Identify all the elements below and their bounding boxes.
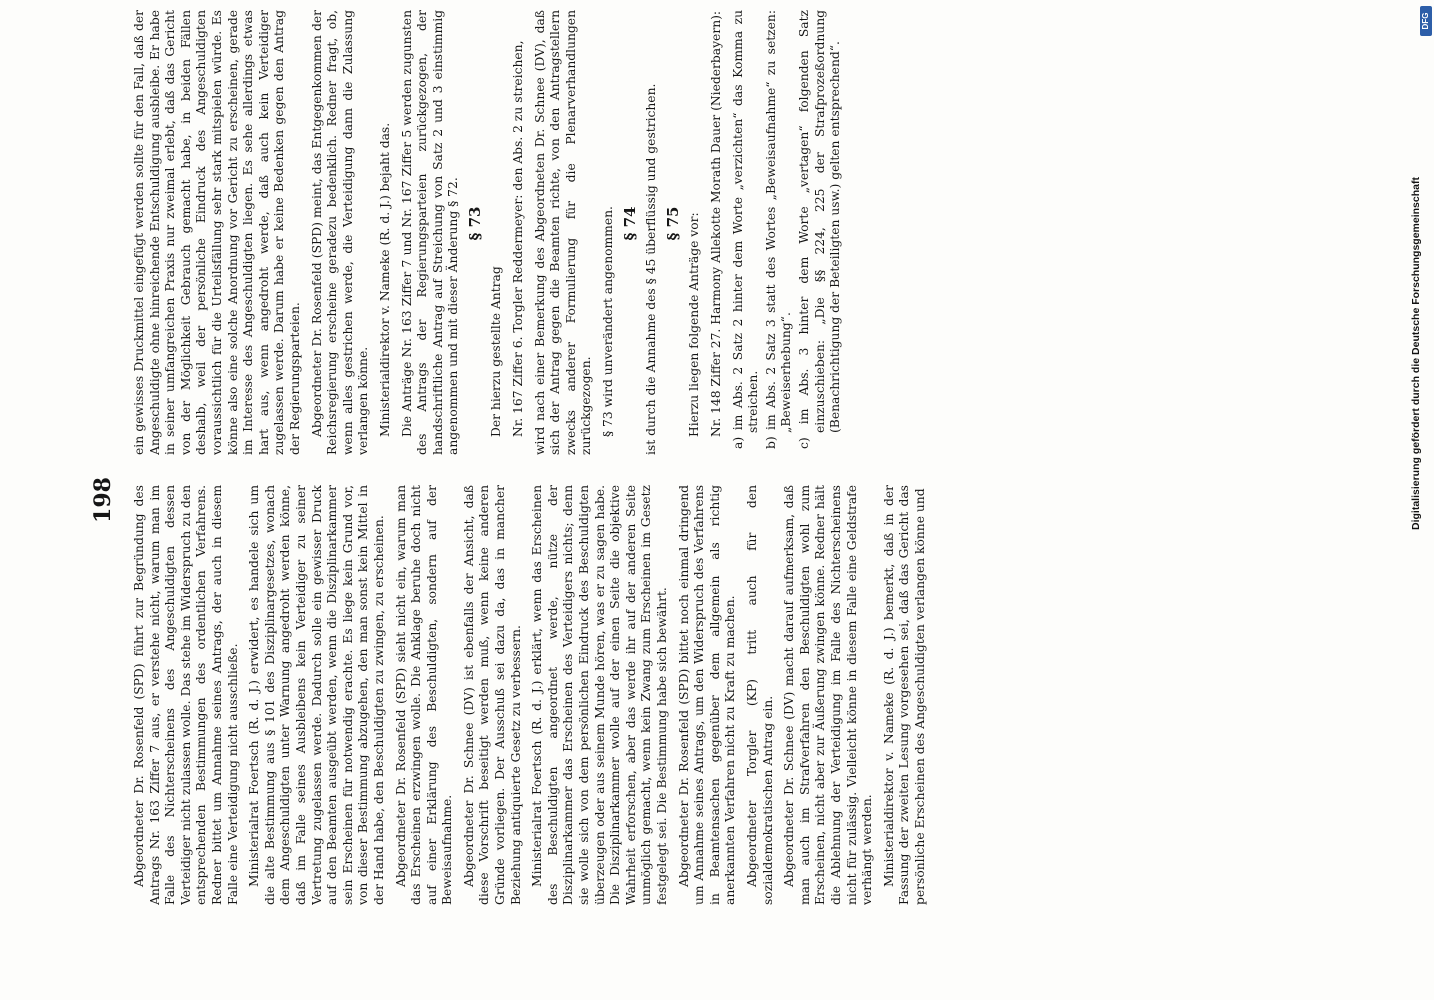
page-number: 198 <box>90 477 116 523</box>
amendment-list <box>731 10 844 455</box>
paragraph: Der hierzu gestellte Antrag <box>489 266 504 437</box>
paragraph: Abgeordneter Dr. Rosenfeld (SPD) bittet noch einmal dringend um Annahme seines Antrags, um den Widerspruch des Verfahrens in Beamtensachen gegenüber dem allgemein als richtig anerkannten Verfahren nicht zu Kraft zu machen. <box>676 485 738 905</box>
paragraph: Abgeordneter Dr. Schnee (DV) macht darauf aufmerksam, daß man auch im Strafverfahren den Beschuldigten wohl zum Erscheinen, nicht aber zur Äußerung zwingen könne. Redner hält die Ablehnung der Verteidigung im Falle des Nichterscheinens nicht für zulässig. Vielleicht könne in diesem Falle eine Geldstrafe verhängt werden. <box>782 485 875 905</box>
paragraph: Abgeordneter Dr. Schnee (DV) ist ebenfalls der Ansicht, daß diese Vorschrift beseitigt werden muß, wenn keine anderen Gründe vorliegen. Der Ausschuß sei dazu da, das in mancher Beziehung antiquierte Gesetz zu verbessern. <box>461 485 523 905</box>
paragraph: Ministerialrat Foertsch (R. d. J.) erklärt, wenn das Erscheinen des Beschuldigten angeordnet werde, nütze der Disziplinarkammer das Erscheinen des Verteidigers nichts; denn sie wolle sich von dem persönlichen Eindruck des Beschuldigten überzeugen oder aus seinem Munde hören, was er zu sagen habe. Die Disziplinarkammer wolle auf der einen Seite die objektive Wahrheit erforschen, aber das werde ihr auf der anderen Seite unmöglich gemacht, wenn kein Zwang zum Erscheinen im Gesetz festgelegt sei. Die Bestimmung habe sich bewährt. <box>530 485 669 905</box>
paragraph: ein gewisses Druckmittel eingefügt werden sollte für den Fall, daß der Angeschuldigte ohne hinreichende Entschuldigung ausbleibe. Er habe in seiner umfangreichen Praxis nur zweimal erlebt, daß das Gericht von der Möglichkeit Gebrauch gemacht habe, in beiden Fällen deshalb, weil der persönliche Eindruck des Angeschuldigten voraussichtlich für die Urteilsfällung sehr stark mitspielen würde. Es könne also eine solche Anordnung vor Gericht zu erscheinen, gerade im Interesse des Angeschuldigten liegen. Es sehe allerdings etwas hart aus, wenn angedroht werde, daß auch kein Verteidiger zugelassen werde. Darum habe er keine Bedenken gegen den Antrag der Regierungsparteien. <box>132 10 302 455</box>
left-text-column <box>132 485 942 905</box>
paragraph: Abgeordneter Dr. Rosenfeld (SPD) führt zur Begründung des Antrags Nr. 163 Ziffer 7 aus, er verstehe nicht, warum man im Falle des Nichterscheinens des Angeschuldigten dessen Verteidiger nicht zulassen wolle. Das stehe im Widerspruch zu den entsprechenden Bestimmungen des ordentlichen Verfahrens. Redner bittet um Annahme seines Antrags, der auch in diesem Falle eine Verteidigung nicht ausschließe. <box>132 485 240 905</box>
paragraph: Nr. 167 Ziffer 6. Torgler Reddermeyer: den Abs. 2 zu streichen, <box>511 40 526 437</box>
amendment-item: a) im Abs. 2 Satz 2 hinter dem Worte „verzichten“ das Komma zu streichen. <box>730 10 761 449</box>
section-heading: § 75 <box>663 206 682 241</box>
paragraph: Abgeordneter Dr. Rosenfeld (SPD) sieht nicht ein, warum man das Erscheinen erzwingen wolle. Die Anklage beruhe doch nicht auf einer Erklärung des Beschuldigten, sondern auf der Beweisaufnahme. <box>393 485 455 905</box>
paragraph: Ministerialrat Foertsch (R. d. J.) erwidert, es handele sich um die alte Bestimmung aus § 101 des Disziplinargesetzes, wonach dem Angeschuldigten unter Warnung angedroht werden könne, daß im Falle seines Ausbleibens kein Verteidiger zu seiner Vertretung zugelassen werde. Dadurch solle ein gewisser Druck auf den Beamten ausgeübt werden, wenn die Disziplinarkammer sein Erscheinen für notwendig erachte. Es liege kein Grund vor, von dieser Bestimmung abzugehen, den man sonst kein Mittel in der Hand habe, den Beschuldigten zu zwingen, zu erscheinen. <box>247 485 386 905</box>
paragraph: § 73 wird unverändert angenommen. <box>601 206 616 437</box>
paragraph: wird nach einer Bemerkung des Abgeordneten Dr. Schnee (DV), daß sich der Antrag gegen die Beamten richte, von den Antragstellern zwecks anderer Formulierung für die Plenarverhandlungen zurückgezogen. <box>532 10 594 455</box>
amendment-item: c) im Abs. 3 hinter dem Worte „vertagen“ folgenden Satz einzuschieben: „Die §§ 224, 225 der Strafprozeßordnung (Benachrichtigung der Beteiligten usw.) gelten entsprechend“. <box>796 10 843 449</box>
section-heading: § 73 <box>465 206 484 241</box>
paragraph: ist durch die Annahme des § 45 überflüssig und gestrichen. <box>644 83 659 455</box>
paragraph: Ministerialdirektor v. Nameke (R. d. J.) bemerkt, daß in der Fassung der zweiten Lesung vorgesehen sei, daß das Gericht das persönliche Erscheinen des Angeschuldigten verlangen könne und <box>881 485 927 905</box>
paragraph: Abgeordneter Torgler (KP) tritt auch für den sozialdemokratischen Antrag ein. <box>744 485 775 905</box>
dfg-logo-text: DFG <box>1421 12 1430 30</box>
paragraph: Hierzu liegen folgende Anträge vor: <box>687 212 702 437</box>
digitization-credit <box>1405 10 1427 530</box>
paragraph: Abgeordneter Dr. Rosenfeld (SPD) meint, das Entgegenkommen der Reichsregierung erscheine geradezu bedenklich. Redner fragt, ob, wenn alles gestrichen werde, die Verteidigung dann die Zulassung verlangen könne. <box>309 10 371 455</box>
right-text-column <box>132 10 1132 455</box>
amendment-item: b) im Abs. 2 Satz 3 statt des Wortes „Beweisaufnahme“ zu setzen: „Beweiserhebung“. <box>763 10 794 449</box>
paragraph: Ministerialdirektor v. Nameke (R. d. J.) bejaht das. <box>377 122 392 437</box>
paragraph: Nr. 148 Ziffer 27. Harmony Allekotte Morath Dauer (Niederbayern): <box>709 10 723 437</box>
section-heading: § 74 <box>620 206 639 241</box>
credit-text: Digitalisierung gefördert durch die Deutsche Forschungsgemeinschaft <box>1410 177 1422 530</box>
dfg-logo <box>1420 6 1432 36</box>
paragraph: Die Anträge Nr. 163 Ziffer 7 und Nr. 167 Ziffer 5 werden zugunsten des Antrags der Regierungsparteien zurückgezogen, der handschriftliche Antrag auf Streichung von Satz 2 und 3 einstimmig angenommen und mit dieser Änderung § 72. <box>399 10 461 455</box>
